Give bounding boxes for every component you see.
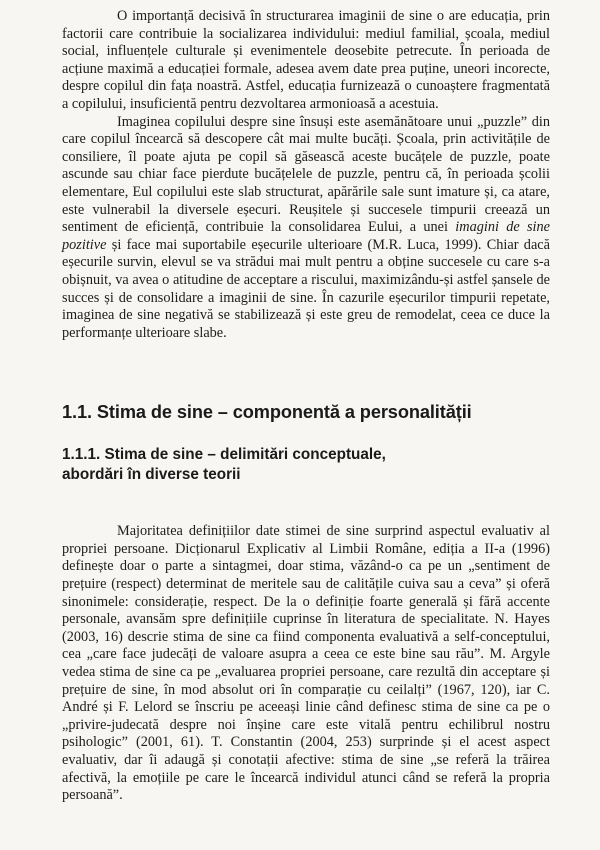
paragraph-education: O importanță decisivă în structurarea imaginii de sine o are educația, prin factorii care contribuie la socializarea individului: mediul familial, școala, mediul social, influențele culturale și evenimentele deosebite petrecute. În perioada de acțiune maximă a educației formale, adesea avem date prea puține, uneori incorecte, despre copilul din fața noastră. Astfel, educația furnizează o cunoaștere fragmentată a copilului, insuficientă pentru dezvoltarea armonioasă a acestuia. [62,8,550,112]
subsection-heading-line-1: 1.1.1. Stima de sine – delimitări conceptuale, [62,446,386,464]
italic-phrase: imagini de sine pozitive [62,219,550,253]
paragraph-puzzle-text-1: Imaginea copilului despre sine însuși este asemănătoare unui „puzzle” din care copilul încearcă să descopere cât mai multe bucăți. Școala, prin activitățile de consiliere, îl poate ajuta pe copil să găsească aceste bucățele de puzzle, poate ascunde sau chiar face pierdute bucățelele de puzzle, pentru că, în perioada școlii elementare, Eul copilului este slab structurat, apărările sale sunt imature și, ca atare, este vulnerabil la diversele eșecuri. Reușitele și succesele timpurii creează un sentiment de eficiență, contribuie la consolidarea Eului, a unei [62,113,550,236]
section-heading: 1.1. Stima de sine – componentă a personalității [62,402,472,423]
paragraph-definitions: Majoritatea definițiilor date stimei de sine surprind aspectul evaluativ al propriei persoane. Dicționarul Explicativ al Limbii Române, ediția a II-a (1996) definește doar o parte a sintagmei, doar stima, văzând-o ca pe un „sentiment de prețuire (respect) determinat de meritele sau de calitățile cuiva sau a ceva” și oferă sinonimele: considerație, respect. De la o definiție foarte generală și fără accente personale, avansăm spre definițiile cuprinse în literatura de specialitate. N. Hayes (2003, 16) descrie stima de sine ca fiind componenta evaluativă a self-conceptului, cea „care face judecăți de valoare asupra a ceea ce este bine sau rău”. M. Argyle vedea stima de sine ca pe „evaluarea propriei persoane, care rezultă din acceptare și prețuire de sine, în mod absolut ori în comparație cu ceilalți” (1967, 120), iar C. André și F. Lelord se înscriu pe aceeași linie când definesc stima de sine ca pe o „privire-judecată despre noi înșine care este vitală pentru echilibrul nostru psihologic” (2001, 61). T. Constantin (2004, 253) surprinde și el acest aspect evaluativ, dar îi adaugă și conotații afective: stima de sine „se referă la trăirea afectivă, la emoțiile pe care le încearcă individul atunci când se referă la propria persoană”. [62,523,550,804]
subsection-heading [62,445,550,485]
subsection-heading-line-2: abordări în diverse teorii [62,466,241,484]
paragraph-puzzle-text-2: și face mai suportabile eșecurile ulterioare (M.R. Luca, 1999). Chiar dacă eșecurile survin, elevul se va strădui mai mult pentru a obține succesele cu care s-a obișnuit, va avea o atitudine de acceptare a riscului, maximizându-și astfel șansele de succes și de consolidare a imaginii de sine. În cazurile eșecurilor timpurii repetate, imaginea de sine negativă se stabilizează și este greu de remodelat, ceea ce duce la performanțe ulterioare slabe. [62,236,550,341]
paragraph-puzzle [62,114,550,343]
spacer [62,485,550,523]
